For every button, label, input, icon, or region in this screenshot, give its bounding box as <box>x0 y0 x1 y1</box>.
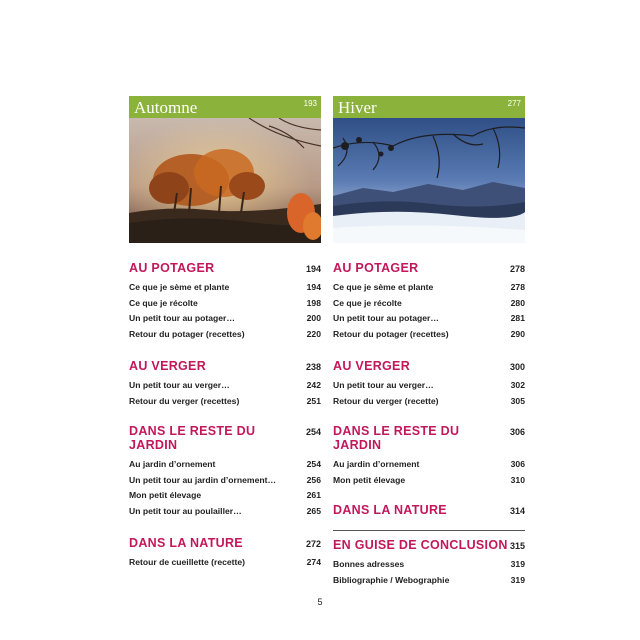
toc-entry-page: 251 <box>306 395 321 406</box>
toc-section-title: AU VERGER <box>129 359 207 373</box>
toc-entry-label: Bibliographie / Webographie <box>333 574 450 585</box>
toc-section <box>129 359 321 409</box>
toc-entry-label: Ce que je récolte <box>129 297 198 308</box>
toc-section-title: AU VERGER <box>333 359 411 373</box>
toc-entry-page: 302 <box>510 380 525 390</box>
toc-entry-label: Bonnes adresses <box>333 559 405 569</box>
toc-entry-label: Retour du potager (recettes) <box>333 328 449 339</box>
toc-section-page: 315 <box>509 541 525 551</box>
toc-section-page: 314 <box>509 506 525 516</box>
toc-section-heading[interactable] <box>333 503 525 517</box>
toc-entry[interactable] <box>333 473 525 489</box>
toc-section-heading[interactable] <box>333 538 525 552</box>
toc-section-heading[interactable] <box>333 359 525 373</box>
toc-section-page: 194 <box>305 264 321 274</box>
toc-entry-label: Retour du potager (recettes) <box>129 328 245 339</box>
toc-section <box>333 261 525 342</box>
toc-section-page: 272 <box>305 539 321 549</box>
toc-entry-label: Un petit tour au potager… <box>129 313 235 323</box>
toc-entry-label: Ce que je récolte <box>333 297 402 308</box>
toc-entry[interactable] <box>129 473 321 489</box>
toc-entry-page: 281 <box>510 313 525 323</box>
toc-entry[interactable] <box>333 457 525 473</box>
toc-entry-label: Au jardin d’ornement <box>333 459 420 469</box>
toc-section <box>333 503 525 517</box>
toc-section <box>333 424 525 488</box>
toc-entry-page: 261 <box>306 490 321 500</box>
autumn-banner-title: Automne <box>134 98 198 117</box>
toc-section-title: EN GUISE DE CONCLUSION <box>333 538 508 552</box>
autumn-banner <box>129 96 321 118</box>
toc-entry-page: 220 <box>306 328 321 339</box>
toc-section-title: DANS LE RESTE DU JARDIN <box>129 424 256 452</box>
toc-entry[interactable] <box>129 327 321 343</box>
toc-entry-page: 198 <box>306 297 321 308</box>
toc-entry-label: Retour du verger (recettes) <box>129 395 240 406</box>
toc-entry-label: Mon petit élevage <box>333 474 406 485</box>
toc-entry-label: Un petit tour au jardin d’ornement… <box>129 474 277 485</box>
toc-entry-page: 265 <box>306 505 321 516</box>
winter-banner <box>333 96 525 118</box>
autumn-column <box>129 96 321 571</box>
toc-section <box>129 424 321 519</box>
toc-entry[interactable] <box>129 378 321 394</box>
toc-entry-page: 194 <box>306 282 321 292</box>
toc-entry[interactable] <box>129 555 321 571</box>
toc-entry-page: 242 <box>306 380 321 390</box>
toc-section-page: 254 <box>305 427 321 437</box>
toc-entry[interactable] <box>333 296 525 312</box>
toc-entry[interactable] <box>333 394 525 410</box>
toc-entry-page: 280 <box>510 297 525 308</box>
toc-entry[interactable] <box>333 573 525 589</box>
winter-column <box>333 96 525 588</box>
toc-entry-page: 290 <box>510 328 525 339</box>
toc-section-page: 238 <box>305 362 321 372</box>
toc-entry-page: 256 <box>306 474 321 485</box>
toc-entry[interactable] <box>333 378 525 394</box>
toc-entry-page: 278 <box>510 282 525 292</box>
autumn-toc <box>129 261 321 571</box>
toc-section-heading[interactable] <box>129 536 321 550</box>
toc-section-heading[interactable] <box>333 261 525 275</box>
toc-entry[interactable] <box>333 311 525 327</box>
winter-toc <box>333 261 525 588</box>
toc-entry-page: 319 <box>510 574 525 585</box>
winter-banner-page: 277 <box>507 99 521 108</box>
toc-section-heading[interactable] <box>129 424 321 452</box>
toc-entry-page: 274 <box>306 557 321 567</box>
toc-entry-page: 305 <box>510 395 525 406</box>
toc-entry-page: 319 <box>510 559 525 569</box>
toc-entry-page: 306 <box>510 459 525 469</box>
toc-section-heading[interactable] <box>333 424 525 452</box>
toc-entry[interactable] <box>129 311 321 327</box>
toc-section-page: 300 <box>509 362 525 372</box>
toc-section <box>129 261 321 342</box>
toc-section-title: DANS LA NATURE <box>333 503 447 517</box>
page-number: 5 <box>317 597 323 607</box>
toc-entry[interactable] <box>333 557 525 573</box>
toc-entry-label: Retour du verger (recette) <box>333 395 439 406</box>
toc-entry-page: 310 <box>510 474 525 485</box>
toc-entry-label: Ce que je sème et plante <box>129 282 230 292</box>
toc-entry-label: Au jardin d’ornement <box>129 459 216 469</box>
toc-section <box>333 530 525 588</box>
toc-section-heading[interactable] <box>129 359 321 373</box>
toc-section-title: DANS LE RESTE DU JARDIN <box>333 424 460 452</box>
toc-entry[interactable] <box>129 296 321 312</box>
toc-entry-label: Un petit tour au verger… <box>333 380 434 390</box>
toc-entry[interactable] <box>333 327 525 343</box>
winter-banner-title: Hiver <box>338 98 377 117</box>
section-divider <box>333 530 525 531</box>
toc-section-page: 306 <box>509 427 525 437</box>
toc-entry[interactable] <box>333 280 525 296</box>
toc-section-page: 278 <box>509 264 525 274</box>
toc-section-title: DANS LA NATURE <box>129 536 243 550</box>
toc-entry-label: Un petit tour au poulailler… <box>129 505 242 516</box>
toc-entry-page: 200 <box>306 313 321 323</box>
toc-entry-label: Retour de cueillette (recette) <box>129 557 246 567</box>
toc-entry-page: 254 <box>306 459 321 469</box>
winter-landscape-photo <box>333 118 525 243</box>
toc-entry[interactable] <box>129 504 321 520</box>
autumn-banner-page: 193 <box>303 99 317 108</box>
toc-section <box>333 359 525 409</box>
toc-entry-label: Ce que je sème et plante <box>333 282 434 292</box>
toc-entry-label: Un petit tour au verger… <box>129 380 230 390</box>
toc-entry[interactable] <box>129 280 321 296</box>
toc-entry-label: Mon petit élevage <box>129 490 202 500</box>
toc-entry[interactable] <box>129 394 321 410</box>
toc-section-title: AU POTAGER <box>333 261 419 275</box>
toc-section <box>129 536 321 571</box>
toc-section-heading[interactable] <box>129 261 321 275</box>
toc-entry[interactable] <box>129 457 321 473</box>
toc-entry[interactable] <box>129 488 321 504</box>
toc-section-title: AU POTAGER <box>129 261 215 275</box>
toc-entry-label: Un petit tour au potager… <box>333 313 439 323</box>
autumn-trees-photo <box>129 118 321 243</box>
